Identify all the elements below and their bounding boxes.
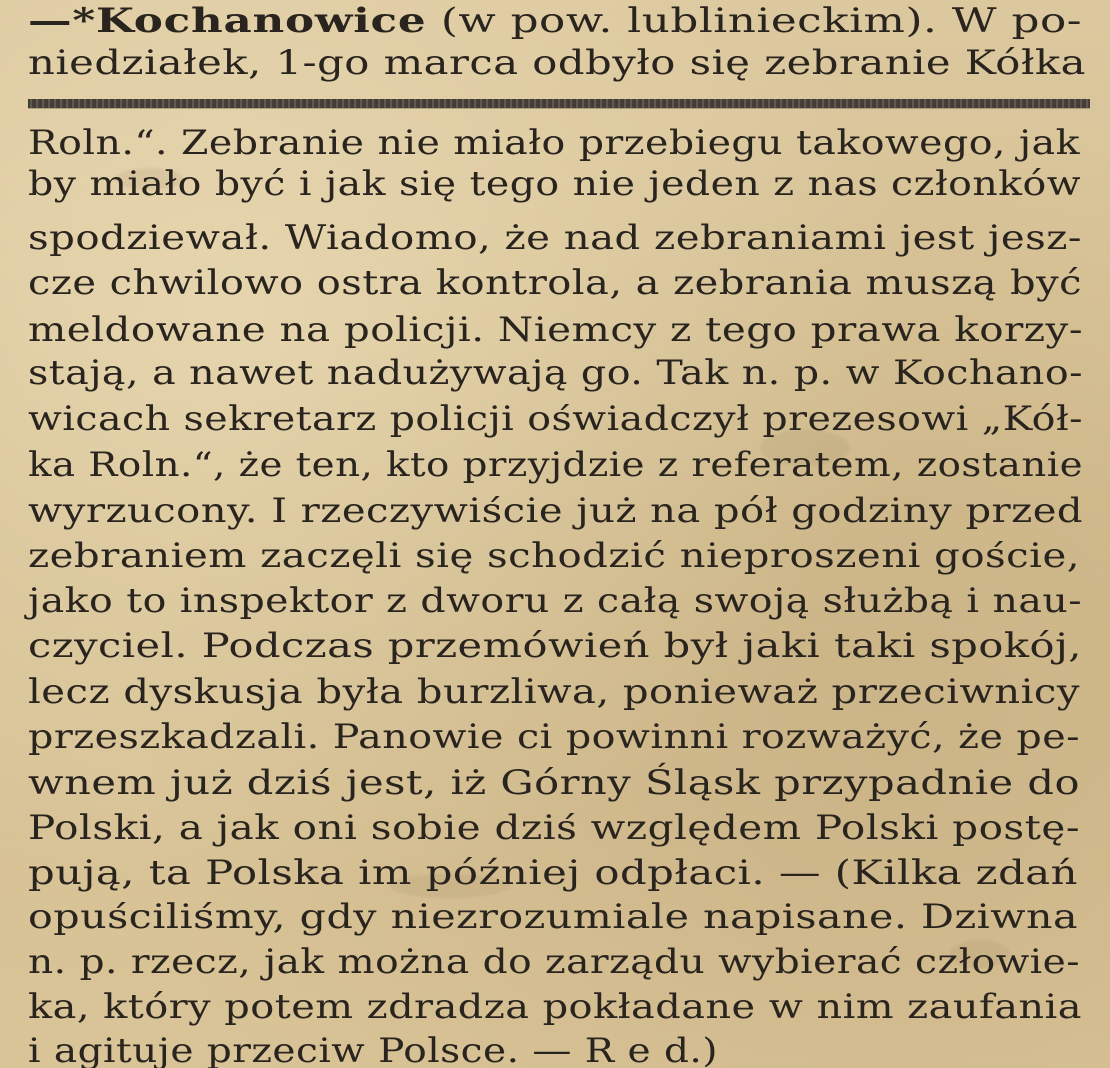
article-line-8: stają, a nawet nadużywają go. Tak n. p. w Kochano- — [28, 353, 1083, 393]
article-line-14: czyciel. Podczas przemówień był jaki taki spokój, — [28, 626, 1082, 666]
article-line-7: meldowane na policji. Niemcy z tego prawa korzy- — [28, 310, 1083, 350]
article-line-16: przeszkadzali. Panowie ci powinni rozważyć, że pe- — [28, 717, 1080, 757]
article-line-2: niedziałek, 1-go marca odbyło się zebranie Kółka — [28, 43, 1086, 83]
text-line — [28, 262, 1082, 304]
text-line — [28, 309, 1083, 351]
article-line-21: n. p. rzecz, jak można do zarządu wybierać człowie- — [28, 942, 1080, 982]
text-line — [28, 716, 1080, 758]
article-line-18: Polski, a jak oni sobie dziś względem Polski postę- — [28, 808, 1080, 848]
article-line-1: (w pow. lublinieckim). W po- — [440, 1, 1083, 41]
text-line — [28, 580, 1082, 622]
article-line-23: i agituje przeciw Polsce. — R e d.) — [28, 1031, 718, 1068]
text-line — [28, 535, 1080, 577]
text-line — [28, 217, 1082, 259]
text-line — [28, 671, 1080, 713]
text-line — [28, 807, 1080, 849]
text-line — [28, 490, 1083, 532]
article-line-3: Roln.“. Zebranie nie miało przebiegu takowego, jak — [28, 123, 1080, 163]
text-line — [28, 986, 1082, 1028]
article-line-11: wyrzucony. I rzeczywiście już na pół godziny przed — [28, 491, 1083, 531]
text-line — [28, 896, 1078, 938]
article-line-13: jako to inspektor z dworu z całą swoją służbą i nau- — [28, 581, 1082, 621]
article-line-19: pują, ta Polska im później odpłaci. — (Kilka zdań — [28, 853, 1078, 893]
text-line — [28, 941, 1080, 983]
text-line — [28, 625, 1082, 667]
text-line — [28, 1030, 718, 1068]
text-line — [28, 852, 1078, 894]
text-line — [28, 163, 1081, 205]
article-line-12: zebraniem zaczęli się schodzić nieproszeni goście, — [28, 536, 1080, 576]
article-line-17: wnem już dziś jest, iż Górny Śląsk przypadnie do — [28, 763, 1080, 803]
article-line-20: opuściliśmy, gdy niezrozumiale napisane. Dziwna — [28, 897, 1078, 937]
article-line-10: ka Roln.“, że ten, kto przyjdzie z referatem, zostanie — [28, 445, 1083, 485]
text-line — [28, 444, 1083, 486]
text-line — [28, 352, 1083, 394]
article-heading: —*Kochanowice — [28, 1, 427, 41]
text-line — [28, 122, 1080, 164]
article-line-6: cze chwilowo ostra kontrola, a zebrania muszą być — [28, 263, 1082, 303]
article-line-4: by miało być i jak się tego nie jeden z nas członków — [28, 164, 1081, 204]
text-line — [28, 762, 1080, 804]
article-line-22: ka, który potem zdradza pokładane w nim zaufania — [28, 987, 1082, 1027]
article-line-15: lecz dyskusja była burzliwa, ponieważ przeciwnicy — [28, 672, 1080, 712]
article-line-9: wicach sekretarz policji oświadczył prezesowi „Kół- — [28, 399, 1083, 439]
article-line-5: spodziewał. Wiadomo, że nad zebraniami jest jesz- — [28, 218, 1082, 258]
text-line — [28, 398, 1083, 440]
